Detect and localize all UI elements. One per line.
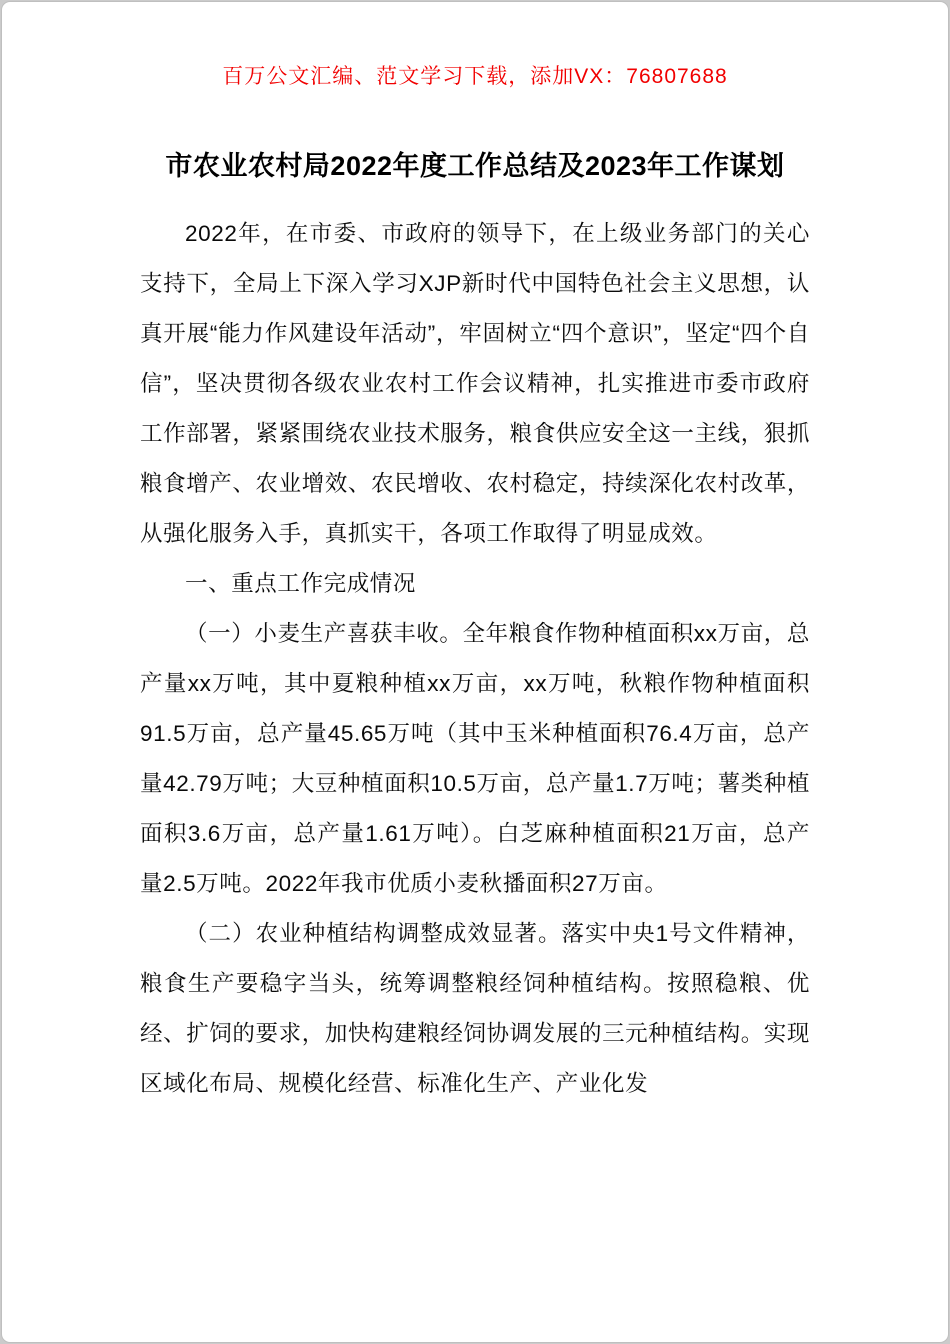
document-body <box>2 209 948 1109</box>
header-notice: 百万公文汇编、范文学习下载，添加VX：76807688 <box>222 65 728 88</box>
paragraph-item-2: （二）农业种植结构调整成效显著。落实中央1号文件精神，粮食生产要稳字当头，统筹调整粮经饲种植结构。按照稳粮、优经、扩饲的要求，加快构建粮经饲协调发展的三元种植结构。实现区域化布局、规模化经营、标准化生产、产业化发 <box>140 921 810 1096</box>
paragraph-section-heading: 一、重点工作完成情况 <box>185 571 417 596</box>
paragraph-intro: 2022年，在市委、市政府的领导下，在上级业务部门的关心支持下，全局上下深入学习XJP新时代中国特色社会主义思想，认真开展“能力作风建设年活动”，牢固树立“四个意识”，坚定“四个自信”，坚决贯彻各级农业农村工作会议精神，扎实推进市委市政府工作部署，紧紧围绕农业技术服务，粮食供应安全这一主线，狠抓粮食增产、农业增效、农民增收、农村稳定，持续深化农村改革，从强化服务入手，真抓实干，各项工作取得了明显成效。 <box>140 221 810 546</box>
document-page <box>1 1 949 1343</box>
document-title: 市农业农村局2022年度工作总结及2023年工作谋划 <box>165 151 785 181</box>
paragraph-item-1: （一）小麦生产喜获丰收。全年粮食作物种植面积xx万亩，总产量xx万吨，其中夏粮种植xx万亩，xx万吨，秋粮作物种植面积91.5万亩，总产量45.65万吨（其中玉米种植面积76.4万亩，总产量42.79万吨；大豆种植面积10.5万亩，总产量1.7万吨；薯类种植面积3.6万亩，总产量1.61万吨）。白芝麻种植面积21万亩，总产量2.5万吨。2022年我市优质小麦秋播面积27万亩。 <box>140 621 810 896</box>
